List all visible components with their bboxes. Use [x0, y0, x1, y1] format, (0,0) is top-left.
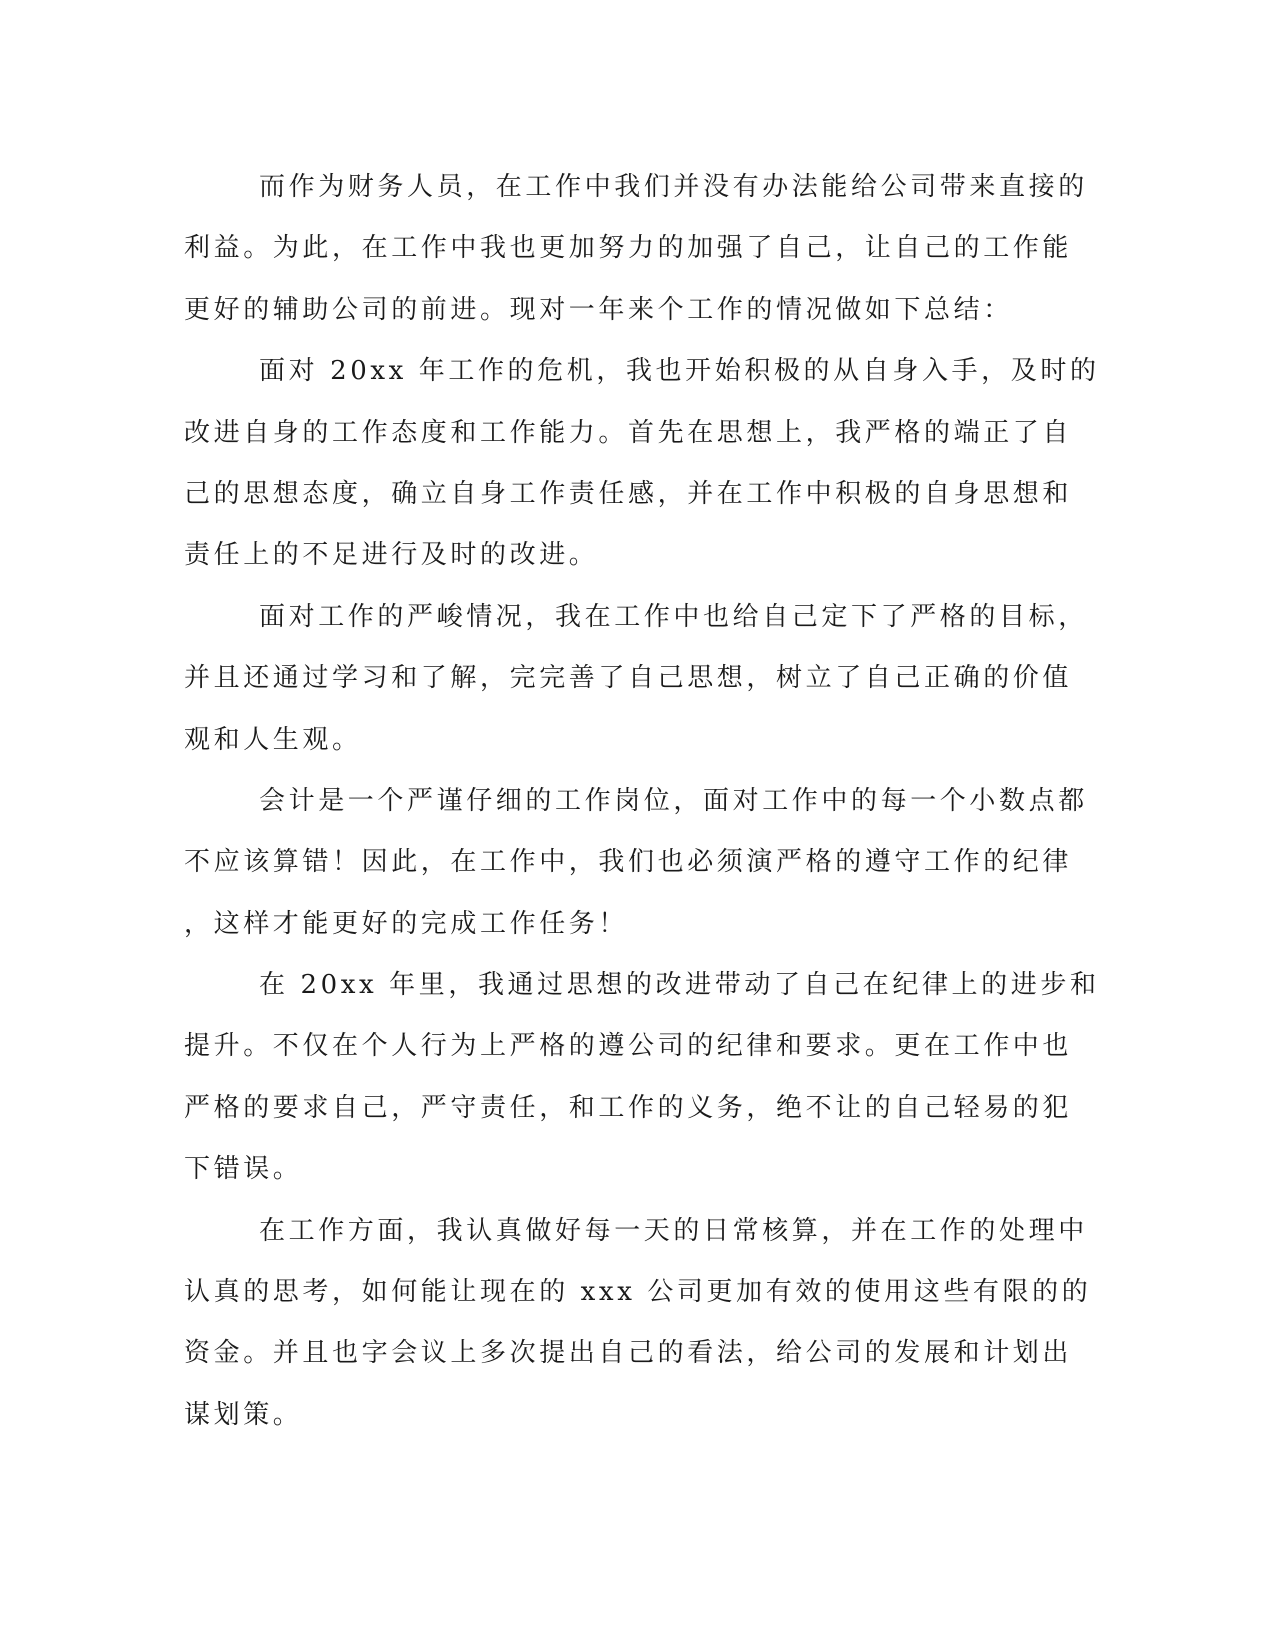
paragraph-line: 谋划策。	[184, 1399, 303, 1430]
paragraph-line: 利益。为此，在工作中我也更加努力的加强了自己，让自己的工作能	[184, 233, 1073, 264]
paragraph-3	[184, 587, 1088, 771]
paragraph-6	[184, 1201, 1092, 1447]
paragraph-line: 严格的要求自己，严守责任，和工作的义务，绝不让的自己轻易的犯	[184, 1092, 1073, 1123]
paragraph-line: 责任上的不足进行及时的改进。	[184, 540, 599, 571]
paragraph-line: 认真的思考，如何能让现在的 xxx 公司更加有效的使用这些有限的的	[184, 1277, 1092, 1308]
paragraph-1	[184, 157, 1088, 341]
paragraph-line: 更好的辅助公司的前进。现对一年来个工作的情况做如下总结：	[184, 294, 1013, 325]
paragraph-line: 而作为财务人员，在工作中我们并没有办法能给公司带来直接的	[259, 172, 1088, 202]
paragraph-line: 并且还通过学习和了解，完完善了自己思想，树立了自己正确的价值	[184, 663, 1073, 694]
paragraph-line: 面对工作的严峻情况，我在工作中也给自己定下了严格的目标，	[259, 601, 1088, 632]
paragraph-line: 不应该算错！因此，在工作中，我们也必须演严格的遵守工作的纪律	[184, 847, 1073, 878]
document-body	[184, 157, 1100, 1446]
paragraph-line: 资金。并且也字会议上多次提出自己的看法，给公司的发展和计划出	[184, 1338, 1073, 1369]
paragraph-line: 面对 20xx 年工作的危机，我也开始积极的从自身入手，及时的	[259, 356, 1100, 387]
paragraph-line: 在工作方面，我认真做好每一天的日常核算，并在工作的处理中	[259, 1215, 1088, 1246]
paragraph-5	[184, 955, 1100, 1201]
paragraph-line: 在 20xx 年里，我通过思想的改进带动了自己在纪律上的进步和	[259, 970, 1100, 1001]
paragraph-line: 观和人生观。	[184, 724, 362, 755]
paragraph-line: ，这样才能更好的完成工作任务！	[184, 908, 629, 939]
paragraph-4	[184, 771, 1088, 955]
paragraph-line: 提升。不仅在个人行为上严格的遵公司的纪律和要求。更在工作中也	[184, 1031, 1073, 1062]
paragraph-line: 下错误。	[184, 1154, 303, 1185]
paragraph-2	[184, 341, 1100, 587]
paragraph-line: 改进自身的工作态度和工作能力。首先在思想上，我严格的端正了自	[184, 417, 1073, 448]
paragraph-line: 会计是一个严谨仔细的工作岗位，面对工作中的每一个小数点都	[259, 785, 1088, 816]
paragraph-line: 己的思想态度，确立自身工作责任感，并在工作中积极的自身思想和	[184, 478, 1073, 509]
